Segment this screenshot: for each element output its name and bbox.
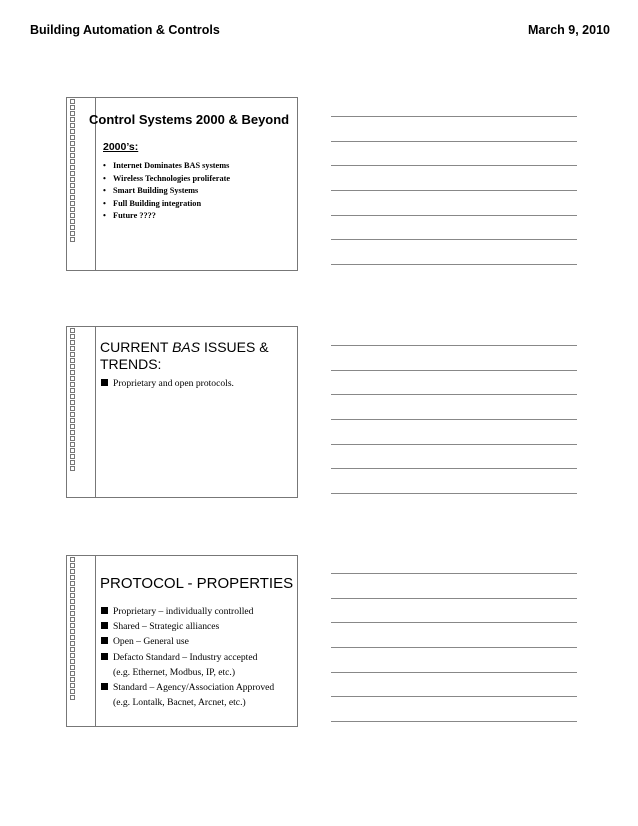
strip-square-icon [70,382,75,387]
bullet-text: Proprietary and open protocols. [113,378,234,389]
slide-1 [66,97,298,271]
strip-square-icon [70,611,75,616]
strip-square-icon [70,99,75,104]
strip-square-icon [70,454,75,459]
strip-square-icon [70,111,75,116]
strip-square-icon [70,418,75,423]
strip-square-icon [70,352,75,357]
strip-square-icon [70,213,75,218]
bullet-text: Proprietary – individually controlled [113,606,254,617]
strip-square-icon [70,563,75,568]
slide-strip [67,556,96,726]
strip-square-icon [70,358,75,363]
strip-square-icon [70,201,75,206]
strip-square-icon [70,328,75,333]
bullet-item: • Full Building integration [103,198,230,211]
header-title: Building Automation & Controls [30,23,220,37]
strip-square-icon [70,129,75,134]
strip-square-icon [70,141,75,146]
title-text: TRENDS: [100,356,162,372]
bullet-subtext: (e.g. Ethernet, Modbus, IP, etc.) [113,666,236,678]
strip-square-icon [70,165,75,170]
strip-square-icon [70,177,75,182]
slide-3-title: PROTOCOL - PROPERTIES [100,575,294,592]
strip-square-icon [70,400,75,405]
slide-2-title [100,339,269,373]
strip-square-icon [70,581,75,586]
header-date: March 9, 2010 [528,23,610,37]
strip-square-icon [70,587,75,592]
strip-square-icon [70,689,75,694]
square-bullet-icon [101,637,108,644]
strip-square-icon [70,430,75,435]
bullet-item [101,650,274,665]
strip-square-icon [70,153,75,158]
strip-square-icon [70,677,75,682]
strip-square-icon [70,466,75,471]
strip-square-icon [70,424,75,429]
strip-square-icon [70,412,75,417]
strip-square-icon [70,635,75,640]
strip-square-icon [70,653,75,658]
title-text: ISSUES & [200,339,269,355]
strip-square-icon [70,641,75,646]
strip-square-icon [70,105,75,110]
slide-2 [66,326,298,498]
strip-square-icon [70,436,75,441]
title-text: CURRENT [100,339,173,355]
strip-square-icon [70,442,75,447]
square-bullet-icon [101,379,108,386]
strip-square-icon [70,683,75,688]
strip-square-icon [70,671,75,676]
strip-square-icon [70,376,75,381]
strip-square-icon [70,659,75,664]
bullet-item [101,619,274,634]
bullet-item [101,604,274,619]
bullet-subtext: (e.g. Lontalk, Bacnet, Arcnet, etc.) [113,697,246,709]
strip-square-icon [70,237,75,242]
strip-square-icon [70,195,75,200]
slide-strip [67,327,96,497]
strip-square-icon [70,605,75,610]
bullet-text: Shared – Strategic alliances [113,621,220,633]
strip-square-icon [70,231,75,236]
strip-square-icon [70,629,75,634]
strip-square-icon [70,557,75,562]
slide-1-subtitle: 2000’s: [103,141,139,153]
strip-square-icon [70,695,75,700]
strip-square-icon [70,364,75,369]
bullet-item [101,378,234,389]
square-bullet-icon [101,683,108,690]
bullet-item [101,680,274,695]
strip-square-icon [70,370,75,375]
strip-square-icon [70,334,75,339]
square-bullet-icon [101,607,108,614]
strip-square-icon [70,575,75,580]
strip-square-icon [70,593,75,598]
strip-square-icon [70,147,75,152]
bullet-text: Standard – Agency/Association Approved [113,682,275,694]
strip-square-icon [70,388,75,393]
strip-square-icon [70,647,75,652]
bullet-item: • Future ???? [103,210,230,223]
strip-square-icon [70,183,75,188]
strip-square-icon [70,340,75,345]
strip-square-icon [70,460,75,465]
strip-square-icon [70,623,75,628]
strip-square-icon [70,117,75,122]
strip-square-icon [70,448,75,453]
strip-square-icon [70,159,75,164]
bullet-text: Defacto Standard – Industry accepted [113,651,258,663]
strip-square-icon [70,617,75,622]
strip-square-icon [70,394,75,399]
strip-square-icon [70,219,75,224]
title-italic: BAS [172,339,201,355]
bullet-item: • Smart Building Systems [103,185,230,198]
strip-square-icon [70,406,75,411]
strip-square-icon [70,346,75,351]
strip-square-icon [70,171,75,176]
slide-2-bullets [101,378,234,389]
strip-square-icon [70,189,75,194]
bullet-text: Open – General use [113,636,189,648]
slide-1-bullets [103,160,230,223]
strip-square-icon [70,569,75,574]
square-bullet-icon [101,653,108,660]
bullet-item: • Internet Dominates BAS systems [103,160,230,173]
bullet-item [101,634,274,649]
strip-square-icon [70,207,75,212]
strip-square-icon [70,225,75,230]
strip-square-icon [70,135,75,140]
slide-3 [66,555,298,727]
slide-1-title: Control Systems 2000 & Beyond [89,112,290,127]
strip-square-icon [70,665,75,670]
square-bullet-icon [101,622,108,629]
strip-square-icon [70,123,75,128]
strip-square-icon [70,599,75,604]
bullet-item: • Wireless Technologies proliferate [103,173,230,186]
slide-3-bullets [101,604,274,710]
